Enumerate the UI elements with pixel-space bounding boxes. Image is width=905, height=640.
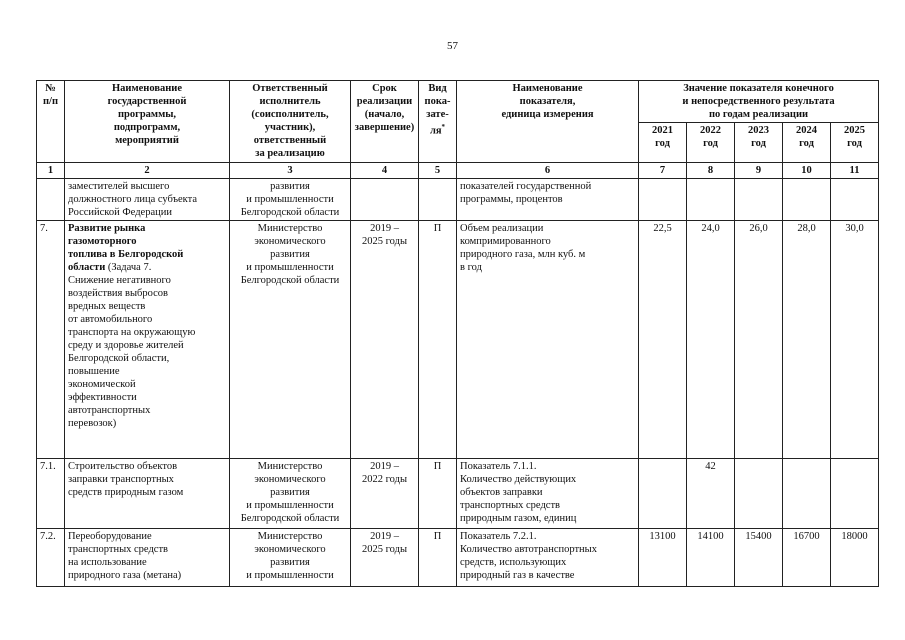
column-number: 11 <box>831 163 879 179</box>
column-number: 2 <box>65 163 230 179</box>
header-year-2021 <box>639 123 687 163</box>
row-responsible <box>230 179 351 221</box>
header-kind-text: Вид пока- зате- ля <box>424 83 451 137</box>
row-name <box>65 221 230 459</box>
row-value <box>639 459 687 529</box>
year-unit: год <box>799 138 814 149</box>
column-number: 3 <box>230 163 351 179</box>
row-responsible-text: Министерство экономического развития и промышленности <box>246 531 334 581</box>
row-indicator <box>457 221 639 459</box>
header-values-text: Значение показателя конечного и непосредственного результата по годам реализации <box>682 83 835 120</box>
row-num: 7.1. <box>37 459 65 529</box>
column-number: 5 <box>419 163 457 179</box>
year-label: 2025 <box>844 125 865 136</box>
row-kind: П <box>419 221 457 459</box>
header-year-2023 <box>735 123 783 163</box>
row-value: 13100 <box>639 529 687 587</box>
row-value <box>735 459 783 529</box>
column-number: 10 <box>783 163 831 179</box>
row-value <box>735 179 783 221</box>
row-indicator <box>457 529 639 587</box>
row-value <box>783 179 831 221</box>
year-label: 2024 <box>796 125 817 136</box>
row-name-text: Переоборудование транспортных средств на использование природного газа (метана) <box>68 531 182 581</box>
row-name-bold: Развитие рынка газомоторного топлива в Белгородской области <box>68 223 184 273</box>
header-year-2024 <box>783 123 831 163</box>
row-value: 15400 <box>735 529 783 587</box>
year-label: 2021 <box>652 125 673 136</box>
column-number: 9 <box>735 163 783 179</box>
row-responsible <box>230 221 351 459</box>
header-name-text: Наименование государственной программы, подпрограмм, мероприятий <box>107 83 187 146</box>
header-term <box>351 81 419 163</box>
header-kind <box>419 81 457 163</box>
row-kind: П <box>419 459 457 529</box>
column-number: 8 <box>687 163 735 179</box>
header-indicator <box>457 81 639 163</box>
column-number: 4 <box>351 163 419 179</box>
row-name <box>65 459 230 529</box>
row-indicator-text: показателей государственной программы, процентов <box>460 181 592 205</box>
row-value: 16700 <box>783 529 831 587</box>
column-number: 1 <box>37 163 65 179</box>
row-term-text: 2019 – 2022 годы <box>361 461 407 485</box>
row-indicator <box>457 179 639 221</box>
row-value: 42 <box>687 459 735 529</box>
row-responsible-text: Министерство экономического развития и промышленности Белгородской области <box>240 223 340 286</box>
row-value: 14100 <box>687 529 735 587</box>
year-label: 2023 <box>748 125 769 136</box>
year-unit: год <box>703 138 718 149</box>
header-num-text: № п/п <box>42 83 59 107</box>
row-num: 7.2. <box>37 529 65 587</box>
row-name-text: (Задача 7. Снижение негативного воздействия выбросов вредных веществ от автомобильного транспорта на окружающую среду и здоровье жителей Белгородской области, повышение экономической эффективности автотранспортных перевозок) <box>68 262 196 429</box>
row-value: 28,0 <box>783 221 831 459</box>
indicators-table <box>36 80 879 587</box>
row-value <box>831 179 879 221</box>
header-indicator-text: Наименование показателя, единица измерения <box>501 83 594 120</box>
year-label: 2022 <box>700 125 721 136</box>
row-term-text: 2019 – 2025 годы <box>361 223 407 247</box>
row-value <box>687 179 735 221</box>
header-term-text: Срок реализации (начало, завершение) <box>354 83 415 133</box>
row-term <box>351 529 419 587</box>
page-number: 57 <box>447 40 458 52</box>
row-value: 22,5 <box>639 221 687 459</box>
row-num <box>37 179 65 221</box>
row-term <box>351 179 419 221</box>
row-value <box>831 459 879 529</box>
row-indicator-text: Показатель 7.2.1. Количество автотранспортных средств, использующих природный газ в качестве <box>460 531 597 581</box>
column-number: 7 <box>639 163 687 179</box>
row-responsible-text: Министерство экономического развития и промышленности Белгородской области <box>240 461 340 524</box>
table-row <box>37 179 879 221</box>
row-name <box>65 529 230 587</box>
row-value: 18000 <box>831 529 879 587</box>
row-name <box>65 179 230 221</box>
row-name-text: заместителей высшего должностного лица субъекта Российской Федерации <box>68 181 198 218</box>
column-number: 6 <box>457 163 639 179</box>
row-indicator-text: Показатель 7.1.1. Количество действующих объектов заправки транспортных средств природным газом, единиц <box>460 461 577 524</box>
header-name <box>65 81 230 163</box>
row-kind: П <box>419 529 457 587</box>
row-value <box>783 459 831 529</box>
row-responsible <box>230 529 351 587</box>
row-value <box>639 179 687 221</box>
year-unit: год <box>655 138 670 149</box>
row-value: 26,0 <box>735 221 783 459</box>
row-value: 30,0 <box>831 221 879 459</box>
table-row <box>37 459 879 529</box>
header-num <box>37 81 65 163</box>
header-values <box>639 81 879 123</box>
year-unit: год <box>751 138 766 149</box>
header-year-2022 <box>687 123 735 163</box>
row-value: 24,0 <box>687 221 735 459</box>
header-responsible-text: Ответственный исполнитель (соисполнитель, участник), ответственный за реализацию <box>251 83 329 159</box>
row-responsible-text: развития и промышленности Белгородской области <box>240 181 340 218</box>
row-responsible <box>230 459 351 529</box>
header-year-2025 <box>831 123 879 163</box>
row-term-text: 2019 – 2025 годы <box>361 531 407 555</box>
header-kind-mark: * <box>441 123 446 131</box>
table-row <box>37 529 879 587</box>
row-indicator-text: Объем реализации компримированного природного газа, млн куб. м в год <box>460 223 586 273</box>
header-responsible <box>230 81 351 163</box>
row-term <box>351 459 419 529</box>
row-indicator <box>457 459 639 529</box>
row-term <box>351 221 419 459</box>
row-name-text: Строительство объектов заправки транспортных средств природным газом <box>68 461 184 498</box>
row-num: 7. <box>37 221 65 459</box>
year-unit: год <box>847 138 862 149</box>
table-row <box>37 221 879 459</box>
row-kind <box>419 179 457 221</box>
